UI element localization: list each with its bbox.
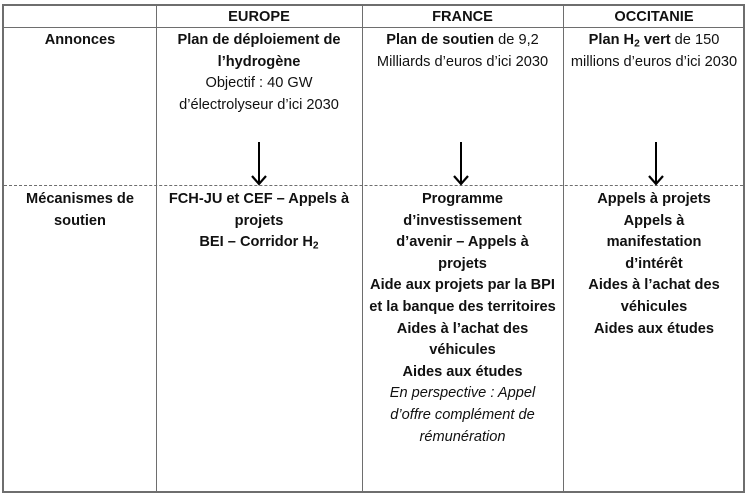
occitanie-annonce-title: Plan $H_2$ vert bbox=[588, 32, 671, 50]
europe-annonce-detail: Objectif : 40 GW d’électrolyseur d’ici 2030 bbox=[179, 75, 339, 113]
row-label-mecanismes: Mécanismes de soutien bbox=[26, 191, 134, 229]
europe-annonce bbox=[160, 30, 358, 116]
france-mecanisme-item: Aide aux projets par la BPI et la banque des territoires bbox=[369, 277, 556, 315]
column-divider bbox=[563, 6, 564, 491]
occitanie-mecanisme-item: Appels à manifestation d’intérêt bbox=[606, 212, 702, 272]
europe-mecanisme-item: FCH-JU et CEF – Appels à projets bbox=[168, 191, 350, 229]
comparison-table bbox=[2, 4, 745, 493]
occitanie-mecanisme-item: Appels à projets bbox=[597, 191, 711, 207]
france-mecanisme-item: Aides aux études bbox=[402, 363, 523, 380]
occitanie-mecanisme-item: Aides aux études bbox=[593, 320, 715, 337]
occitanie-annonce-detail: de 150 millions d’euros d’ici 2030 bbox=[570, 32, 738, 70]
down-arrow-icon bbox=[453, 142, 469, 186]
france-mecanisme-item: Programme d’investissement d’avenir – Appels à projets bbox=[396, 191, 529, 272]
column-divider bbox=[362, 6, 363, 491]
france-perspective: En perspective : Appel d’offre complément de rémunération bbox=[389, 385, 536, 445]
row-divider-dashed bbox=[4, 185, 743, 186]
header-europe: EUROPE bbox=[228, 9, 290, 25]
france-mecanisme-item: Aides à l’achat des véhicules bbox=[396, 320, 529, 359]
france-annonce-detail: de 9,2 Milliards d’euros d’ici 2030 bbox=[376, 32, 549, 70]
france-annonce bbox=[366, 30, 559, 73]
column-divider bbox=[156, 6, 157, 491]
occitanie-mecanisme-item: Aides à l’achat des véhicules bbox=[588, 277, 720, 315]
occitanie-annonce bbox=[567, 30, 741, 73]
europe-annonce-title: Plan de déploiement de l’hydrogène bbox=[177, 32, 341, 70]
europe-mecanismes bbox=[164, 189, 354, 254]
down-arrow-icon bbox=[251, 142, 267, 186]
header-occitanie: OCCITANIE bbox=[614, 9, 694, 25]
row-label-annonces: Annonces bbox=[44, 32, 116, 48]
france-annonce-title: Plan de soutien bbox=[386, 32, 495, 48]
down-arrow-icon bbox=[648, 142, 664, 186]
occitanie-mecanismes bbox=[569, 189, 739, 340]
header-france: FRANCE bbox=[432, 9, 493, 25]
france-mecanismes bbox=[368, 189, 557, 448]
europe-mecanisme-item: BEI – Corridor $H_2$ bbox=[199, 234, 319, 252]
